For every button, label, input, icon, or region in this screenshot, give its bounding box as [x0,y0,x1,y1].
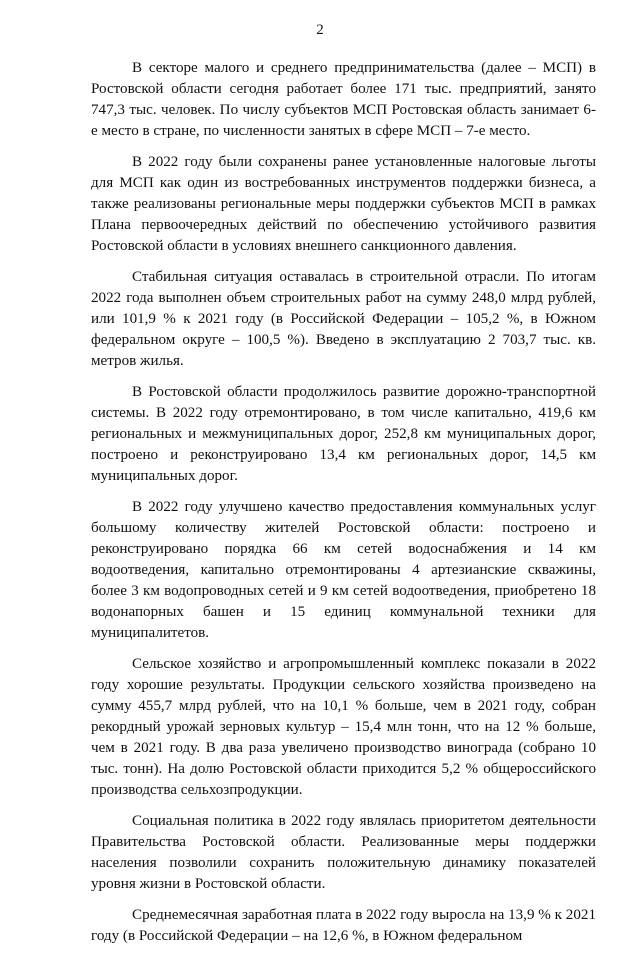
paragraph-roads: В Ростовской области продолжилось развитие дорожно-транспортной системы. В 2022 году отремонтировано, в том числе капитально, 419,6 км региональных и межмуниципальных дорог, 252,8 км муниципальных дорог, построено и реконструировано 13,4 км региональных дорог, 14,5 км муниципальных дорог. [91,384,596,484]
page-number: 2 [316,22,324,38]
paragraph-salary: Среднемесячная заработная плата в 2022 году выросла на 13,9 % к 2021 году (в Российской Федерации – на 12,6 %, в Южном федеральном [91,907,596,944]
paragraph-agriculture: Сельское хозяйство и агропромышленный комплекс показали в 2022 году хорошие результаты. Продукции сельского хозяйства произведено на сумму 455,7 млрд рублей, что на 10,1 % больше, чем в 2021 году, собран рекордный урожай зерновых культур – 15,4 млн тонн, что на 12 % больше, чем в 2021 году. В два раза увеличено производство винограда (собрано 10 тыс. тонн). На долю Ростовской области приходится 5,2 % общероссийского производства сельхозпродукции. [91,656,596,798]
paragraph-tax-benefits: В 2022 году были сохранены ранее установленные налоговые льготы для МСП как один из востребованных инструментов поддержки бизнеса, а также реализованы региональные меры поддержки субъектов МСП в рамках Плана первоочередных действий по обеспечению устойчивого развития Ростовской области в условиях внешнего санкционного давления. [91,154,596,254]
paragraph-social-policy: Социальная политика в 2022 году являлась приоритетом деятельности Правительства Ростовской области. Реализованные меры поддержки населения позволили сохранить положительную динамику показателей уровня жизни в Ростовской области. [91,813,596,892]
document-body [91,58,596,957]
paragraph-construction: Стабильная ситуация оставалась в строительной отрасли. По итогам 2022 года выполнен объем строительных работ на сумму 248,0 млрд рублей, или 101,9 % к 2021 году (в Российской Федерации – 105,2 %, в Южном федеральном округе – 100,5 %). Введено в эксплуатацию 2 703,7 тыс. кв. метров жилья. [91,269,596,369]
paragraph-msp: В секторе малого и среднего предпринимательства (далее – МСП) в Ростовской области сегодня работает более 171 тыс. предприятий, занято 747,3 тыс. человек. По числу субъектов МСП Ростовская область занимает 6-е место в стране, по численности занятых в сфере МСП – 7-е место. [91,60,596,139]
paragraph-utilities: В 2022 году улучшено качество предоставления коммунальных услуг большому количеству жителей Ростовской области: построено и реконструировано порядка 66 км сетей водоснабжения и 14 км водоотведения, капитально отремонтированы 4 артезианские скважины, более 3 км водопроводных сетей и 9 км сетей водоотведения, приобретено 18 водонапорных башен и 15 единиц коммунальной техники для муниципалитетов. [91,499,596,641]
